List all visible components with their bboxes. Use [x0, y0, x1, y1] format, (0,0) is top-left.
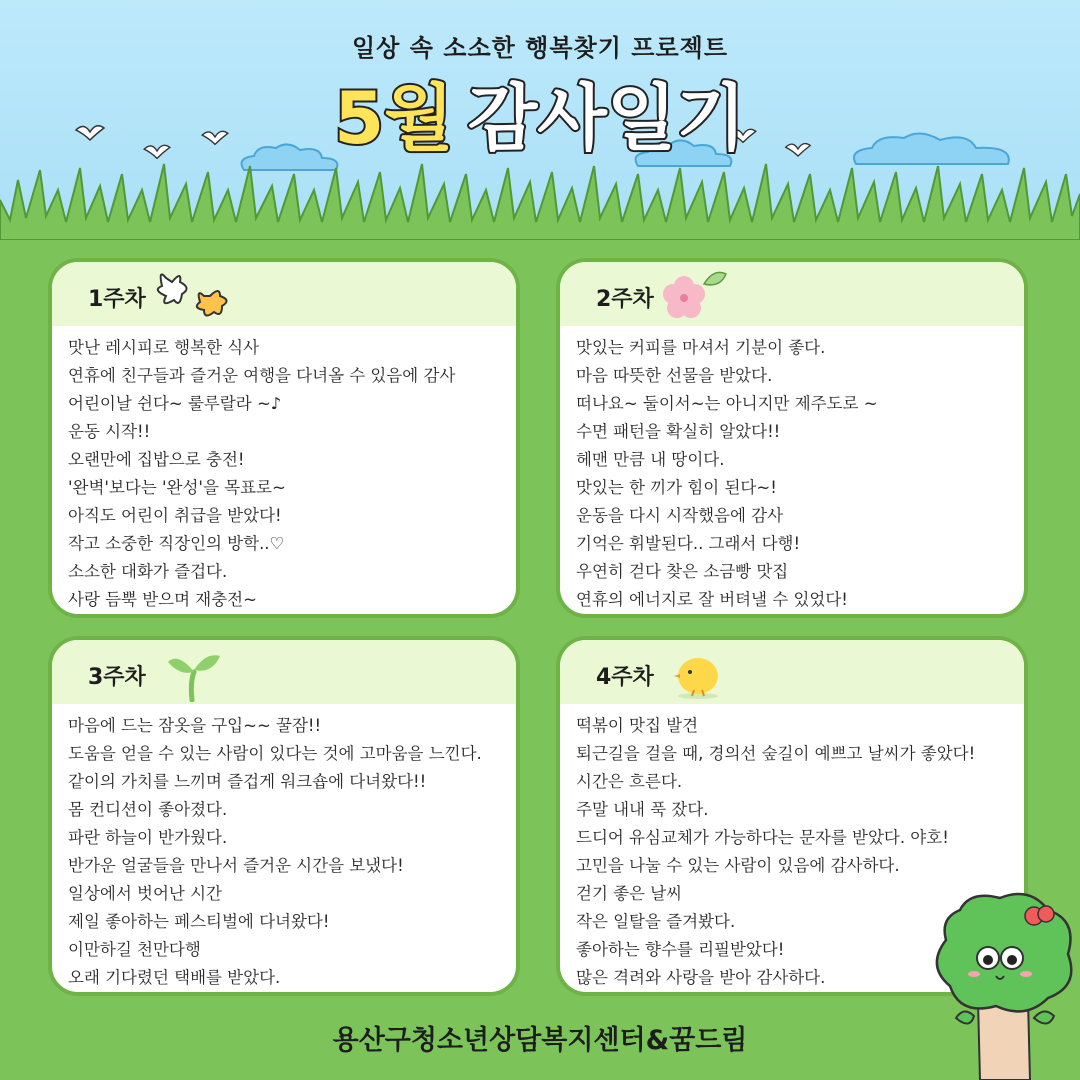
butterfly-icon	[152, 268, 232, 320]
week-card-2	[556, 258, 1028, 618]
list-item: 반가운 얼굴들을 만나서 즐거운 시간을 보냈다!	[68, 856, 404, 875]
list-item: '완벽'보다는 '완성'을 목표로~	[68, 478, 286, 497]
list-item: 맛난 레시피로 행복한 식사	[68, 338, 260, 357]
list-item: 마음에 드는 잠옷을 구입~~ 꿀잠!!	[68, 716, 322, 735]
week-label: 2주차	[596, 287, 654, 312]
list-item: 아직도 어린이 취급을 받았다!	[68, 506, 282, 525]
list-item: 연휴에 친구들과 즐거운 여행을 다녀올 수 있음에 감사	[68, 366, 456, 385]
list-item: 걷기 좋은 날씨	[576, 884, 683, 903]
flower-icon	[660, 268, 730, 322]
week-lines	[52, 326, 516, 614]
list-item: 마음 따뜻한 선물을 받았다.	[576, 366, 773, 385]
week-card-1	[48, 258, 520, 618]
list-item: 드디어 유심교체가 가능하다는 문자를 받았다. 야호!	[576, 828, 949, 847]
page-title	[0, 70, 1080, 166]
chick-icon	[668, 646, 728, 702]
list-item: 도움을 얻을 수 있는 사람이 있다는 것에 고마움을 느낀다.	[68, 744, 482, 763]
list-item: 퇴근길을 걸을 때, 경의선 숲길이 예쁘고 날씨가 좋았다!	[576, 744, 976, 763]
week-lines	[52, 704, 516, 992]
list-item: 운동 시작!!	[68, 422, 151, 441]
week-card-header	[52, 640, 516, 704]
organization-name: 용산구청소년상담복지센터&꿈드림	[332, 1025, 748, 1056]
list-item: 파란 하늘이 반가웠다.	[68, 828, 228, 847]
list-item: 시간은 흐른다.	[576, 772, 683, 791]
week-label: 4주차	[596, 665, 654, 690]
title-text: 감사일기	[467, 76, 746, 160]
list-item: 몸 컨디션이 좋아졌다.	[68, 800, 228, 819]
list-item: 떡볶이 맛집 발견	[576, 716, 699, 735]
list-item: 오래 기다렸던 택배를 받았다.	[68, 968, 281, 987]
week-card-header	[560, 262, 1024, 326]
list-item: 작고 소중한 직장인의 방학..♡	[68, 534, 285, 553]
list-item: 주말 내내 푹 잤다.	[576, 800, 709, 819]
list-item: 같이의 가치를 느끼며 즐겁게 워크숍에 다녀왔다!!	[68, 772, 427, 791]
week-card-3	[48, 636, 520, 996]
list-item: 오랜만에 집밥으로 충전!	[68, 450, 245, 469]
project-subtitle: 일상 속 소소한 행복찾기 프로젝트	[352, 34, 728, 62]
week-card-header	[560, 640, 1024, 704]
week-lines	[560, 326, 1024, 614]
week-card-header	[52, 262, 516, 326]
list-item: 좋아하는 향수를 리필받았다!	[576, 940, 785, 959]
list-item: 어린이날 쉰다~ 룰루랄라 ~♪	[68, 394, 282, 413]
week-label: 3주차	[88, 665, 146, 690]
grass-icon	[0, 160, 1080, 240]
list-item: 운동을 다시 시작했음에 감사	[576, 506, 784, 525]
list-item: 연휴의 에너지로 잘 버텨낼 수 있었다!	[576, 590, 848, 609]
list-item: 맛있는 한 끼가 힘이 된다~!	[576, 478, 777, 497]
list-item: 작은 일탈을 즐겨봤다.	[576, 912, 736, 931]
list-item: 맛있는 커피를 마셔서 기분이 좋다.	[576, 338, 826, 357]
list-item: 수면 패턴을 확실히 알았다!!	[576, 422, 781, 441]
list-item: 우연히 걷다 찾은 소금빵 맛집	[576, 562, 789, 581]
list-item: 이만하길 천만다행	[68, 940, 201, 959]
title-month: 5월	[334, 76, 454, 160]
list-item: 기억은 휘발된다.. 그래서 다행!	[576, 534, 801, 553]
list-item: 고민을 나눌 수 있는 사람이 있음에 감사하다.	[576, 856, 900, 875]
list-item: 헤맨 만큼 내 땅이다.	[576, 450, 725, 469]
list-item: 일상에서 벗어난 시간	[68, 884, 222, 903]
list-item: 많은 격려와 사랑을 받아 감사하다.	[576, 968, 826, 987]
list-item: 제일 좋아하는 페스티벌에 다녀왔다!	[68, 912, 330, 931]
list-item: 사랑 듬뿍 받으며 재충전~	[68, 590, 257, 609]
list-item: 소소한 대화가 즐겁다.	[68, 562, 228, 581]
sprout-icon	[164, 646, 224, 702]
week-label: 1주차	[88, 287, 146, 312]
list-item: 떠나요~ 둘이서~는 아니지만 제주도로 ~	[576, 394, 878, 413]
